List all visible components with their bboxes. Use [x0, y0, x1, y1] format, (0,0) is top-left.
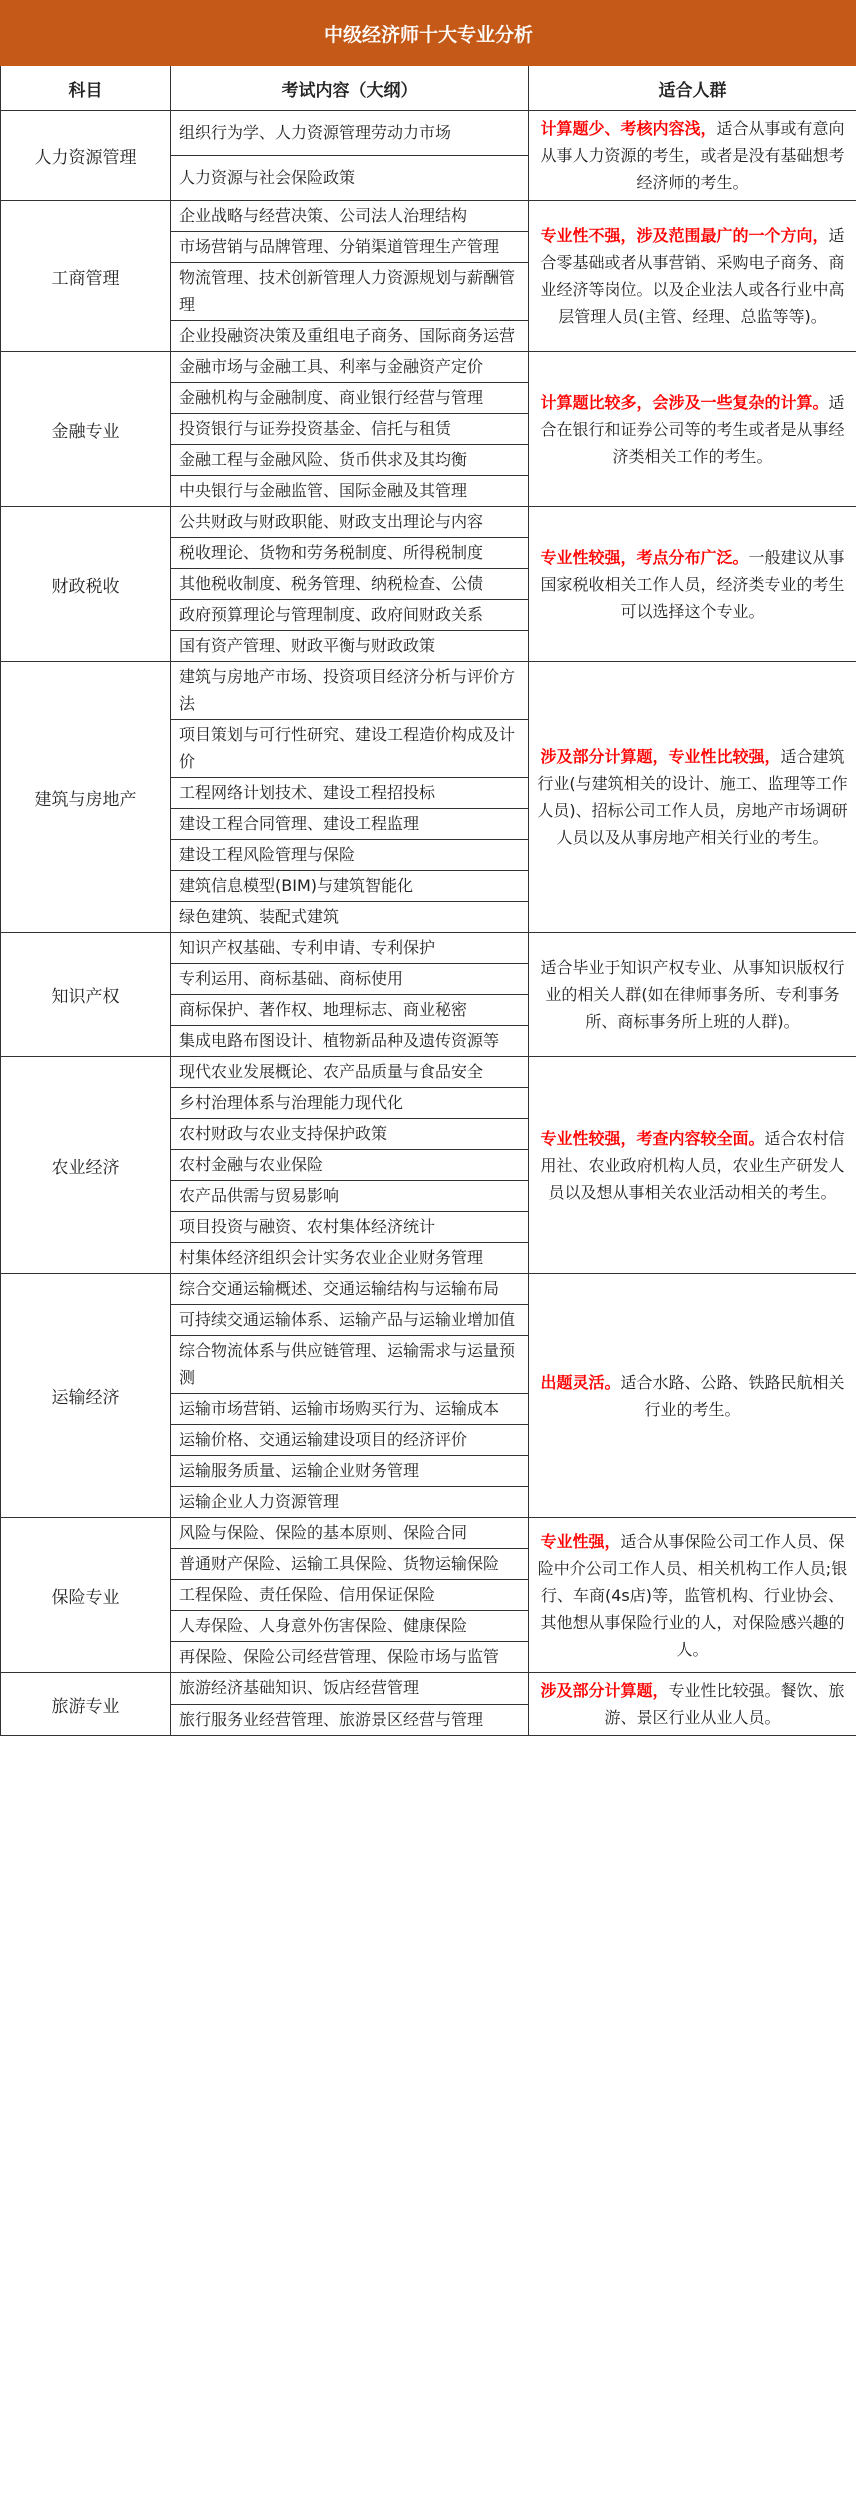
- audience-text: 专业性比较强。餐饮、旅游、景区行业从业人员。: [604, 1681, 845, 1727]
- topic-cell: 政府预算理论与管理制度、政府间财政关系: [171, 600, 529, 631]
- subject-cell: 工商管理: [1, 201, 171, 352]
- audience-text: 一般建议从事国家税收相关工作人员，经济类专业的考生可以选择这个专业。: [540, 547, 845, 621]
- audience-text: 适合水路、公路、铁路民航相关行业的考生。: [620, 1372, 845, 1419]
- audience-highlight: 专业性不强，涉及范围最广的一个方向，: [540, 226, 829, 245]
- topic-cell: 金融机构与金融制度、商业银行经营与管理: [171, 383, 529, 414]
- topic-cell: 运输企业人力资源管理: [171, 1487, 529, 1518]
- topic-cell: 旅游经济基础知识、饭店经营管理: [171, 1673, 529, 1705]
- subject-cell: 知识产权: [1, 933, 171, 1057]
- topic-cell: 商标保护、著作权、地理标志、商业秘密: [171, 995, 529, 1026]
- subject-cell: 人力资源管理: [1, 111, 171, 201]
- subject-cell: 保险专业: [1, 1518, 171, 1673]
- topic-cell: 风险与保险、保险的基本原则、保险合同: [171, 1518, 529, 1549]
- topic-cell: 投资银行与证券投资基金、信托与租赁: [171, 414, 529, 445]
- topic-cell: 企业投融资决策及重组电子商务、国际商务运营: [171, 321, 529, 352]
- topic-cell: 项目投资与融资、农村集体经济统计: [171, 1212, 529, 1243]
- topic-cell: 乡村治理体系与治理能力现代化: [171, 1088, 529, 1119]
- subject-cell: 运输经济: [1, 1274, 171, 1518]
- subject-cell: 农业经济: [1, 1057, 171, 1274]
- topic-cell: 市场营销与品牌管理、分销渠道管理生产管理: [171, 232, 529, 263]
- topic-cell: 农产品供需与贸易影响: [171, 1181, 529, 1212]
- topic-cell: 金融工程与金融风险、货币供求及其均衡: [171, 445, 529, 476]
- header-audience: 适合人群: [529, 66, 856, 111]
- topic-cell: 组织行为学、人力资源管理劳动力市场: [171, 111, 529, 156]
- topic-cell: 专利运用、商标基础、商标使用: [171, 964, 529, 995]
- topic-cell: 运输市场营销、运输市场购买行为、运输成本: [171, 1394, 529, 1425]
- audience-cell: [529, 1673, 856, 1736]
- topic-cell: 建设工程风险管理与保险: [171, 840, 529, 871]
- audience-highlight: 计算题比较多，会涉及一些复杂的计算。: [540, 392, 829, 412]
- topic-cell: 中央银行与金融监管、国际金融及其管理: [171, 476, 529, 507]
- topic-cell: 再保险、保险公司经营管理、保险市场与监管: [171, 1642, 529, 1673]
- table-row: [1, 111, 856, 156]
- topic-cell: 现代农业发展概论、农产品质量与食品安全: [171, 1057, 529, 1088]
- audience-cell: [529, 933, 856, 1057]
- audience-highlight: 出题灵活。: [540, 1372, 621, 1392]
- table-row: [1, 1518, 856, 1549]
- topic-cell: 旅行服务业经营管理、旅游景区经营与管理: [171, 1704, 529, 1736]
- audience-text: 适合在银行和证券公司等的考生或者是从事经济类相关工作的考生。: [540, 392, 845, 466]
- topic-cell: 集成电路布图设计、植物新品种及遗传资源等: [171, 1026, 529, 1057]
- topic-cell: 工程网络计划技术、建设工程招投标: [171, 778, 529, 809]
- topic-cell: 公共财政与财政职能、财政支出理论与内容: [171, 507, 529, 538]
- topic-cell: 普通财产保险、运输工具保险、货物运输保险: [171, 1549, 529, 1580]
- topic-cell: 农村金融与农业保险: [171, 1150, 529, 1181]
- audience-highlight: 专业性较强，考点分布广泛。: [540, 547, 749, 567]
- subject-cell: 旅游专业: [1, 1673, 171, 1736]
- header-content: 考试内容（大纲）: [171, 66, 529, 111]
- audience-cell: [529, 352, 856, 507]
- topic-cell: 绿色建筑、装配式建筑: [171, 902, 529, 933]
- topic-cell: 国有资产管理、财政平衡与财政政策: [171, 631, 529, 662]
- table-row: [1, 933, 856, 964]
- table-row: [1, 1057, 856, 1088]
- audience-cell: [529, 201, 856, 352]
- audience-text: 适合建筑行业(与建筑相关的设计、施工、监理等工作人员)、招标公司工作人员，房地产市场调研人员以及从事房地产相关行业的考生。: [537, 747, 848, 847]
- topic-cell: 人力资源与社会保险政策: [171, 156, 529, 201]
- audience-highlight: 计算题少、考核内容浅，: [540, 119, 717, 138]
- topic-cell: 工程保险、责任保险、信用保证保险: [171, 1580, 529, 1611]
- topic-cell: 建设工程合同管理、建设工程监理: [171, 809, 529, 840]
- audience-text: 适合零基础或者从事营销、采购电子商务、商业经济等岗位。以及企业法人或各行业中高层管理人员(主管、经理、总监等等)。: [540, 226, 845, 326]
- topic-cell: 运输价格、交通运输建设项目的经济评价: [171, 1425, 529, 1456]
- audience-text: 适合从事保险公司工作人员、保险中介公司工作人员、相关机构工作人员;银行、车商(4s店)等，监管机构、行业协会、其他想从事保险行业的人，对保险感兴趣的人。: [537, 1531, 848, 1659]
- audience-cell: [529, 1518, 856, 1673]
- table-row: [1, 1274, 856, 1305]
- audience-highlight: 专业性强，: [540, 1531, 621, 1551]
- header-row: [1, 66, 856, 111]
- subject-cell: 建筑与房地产: [1, 662, 171, 933]
- table-row: [1, 507, 856, 538]
- table-row: [1, 662, 856, 720]
- audience-cell: [529, 1057, 856, 1274]
- topic-cell: 项目策划与可行性研究、建设工程造价构成及计价: [171, 720, 529, 778]
- header-subject: 科目: [1, 66, 171, 111]
- title-row: [1, 1, 856, 66]
- table-row: [1, 201, 856, 232]
- topic-cell: 建筑信息模型(BIM)与建筑智能化: [171, 871, 529, 902]
- audience-text: 适合从事或有意向从事人力资源的考生，或者是没有基础想考经济师的考生。: [540, 119, 845, 192]
- topic-cell: 企业战略与经营决策、公司法人治理结构: [171, 201, 529, 232]
- audience-highlight: 专业性较强，考查内容较全面。: [540, 1128, 765, 1148]
- topic-cell: 综合物流体系与供应链管理、运输需求与运量预测: [171, 1336, 529, 1394]
- topic-cell: 综合交通运输概述、交通运输结构与运输布局: [171, 1274, 529, 1305]
- topic-cell: 运输服务质量、运输企业财务管理: [171, 1456, 529, 1487]
- audience-cell: [529, 111, 856, 201]
- topic-cell: 税收理论、货物和劳务税制度、所得税制度: [171, 538, 529, 569]
- topic-cell: 建筑与房地产市场、投资项目经济分析与评价方法: [171, 662, 529, 720]
- audience-highlight: 涉及部分计算题，专业性比较强，: [540, 747, 781, 766]
- table-row: [1, 352, 856, 383]
- topic-cell: 金融市场与金融工具、利率与金融资产定价: [171, 352, 529, 383]
- topic-cell: 人寿保险、人身意外伤害保险、健康保险: [171, 1611, 529, 1642]
- audience-cell: [529, 507, 856, 662]
- topic-cell: 可持续交通运输体系、运输产品与运输业增加值: [171, 1305, 529, 1336]
- audience-cell: [529, 1274, 856, 1518]
- topic-cell: 农村财政与农业支持保护政策: [171, 1119, 529, 1150]
- audience-cell: [529, 662, 856, 933]
- audience-text: 适合农村信用社、农业政府机构人员，农业生产研发人员以及想从事相关农业活动相关的考生。: [540, 1128, 845, 1202]
- table-row: [1, 1673, 856, 1705]
- topic-cell: 物流管理、技术创新管理人力资源规划与薪酬管理: [171, 263, 529, 321]
- subject-cell: 金融专业: [1, 352, 171, 507]
- page-title: 中级经济师十大专业分析: [1, 1, 856, 66]
- audience-highlight: 涉及部分计算题，: [540, 1681, 669, 1700]
- topic-cell: 知识产权基础、专利申请、专利保护: [171, 933, 529, 964]
- topic-cell: 村集体经济组织会计实务农业企业财务管理: [171, 1243, 529, 1274]
- subject-cell: 财政税收: [1, 507, 171, 662]
- audience-text: 适合毕业于知识产权专业、从事知识版权行业的相关人群(如在律师事务所、专利事务所、商标事务所上班的人群)。: [540, 958, 845, 1031]
- topic-cell: 其他税收制度、税务管理、纳税检查、公债: [171, 569, 529, 600]
